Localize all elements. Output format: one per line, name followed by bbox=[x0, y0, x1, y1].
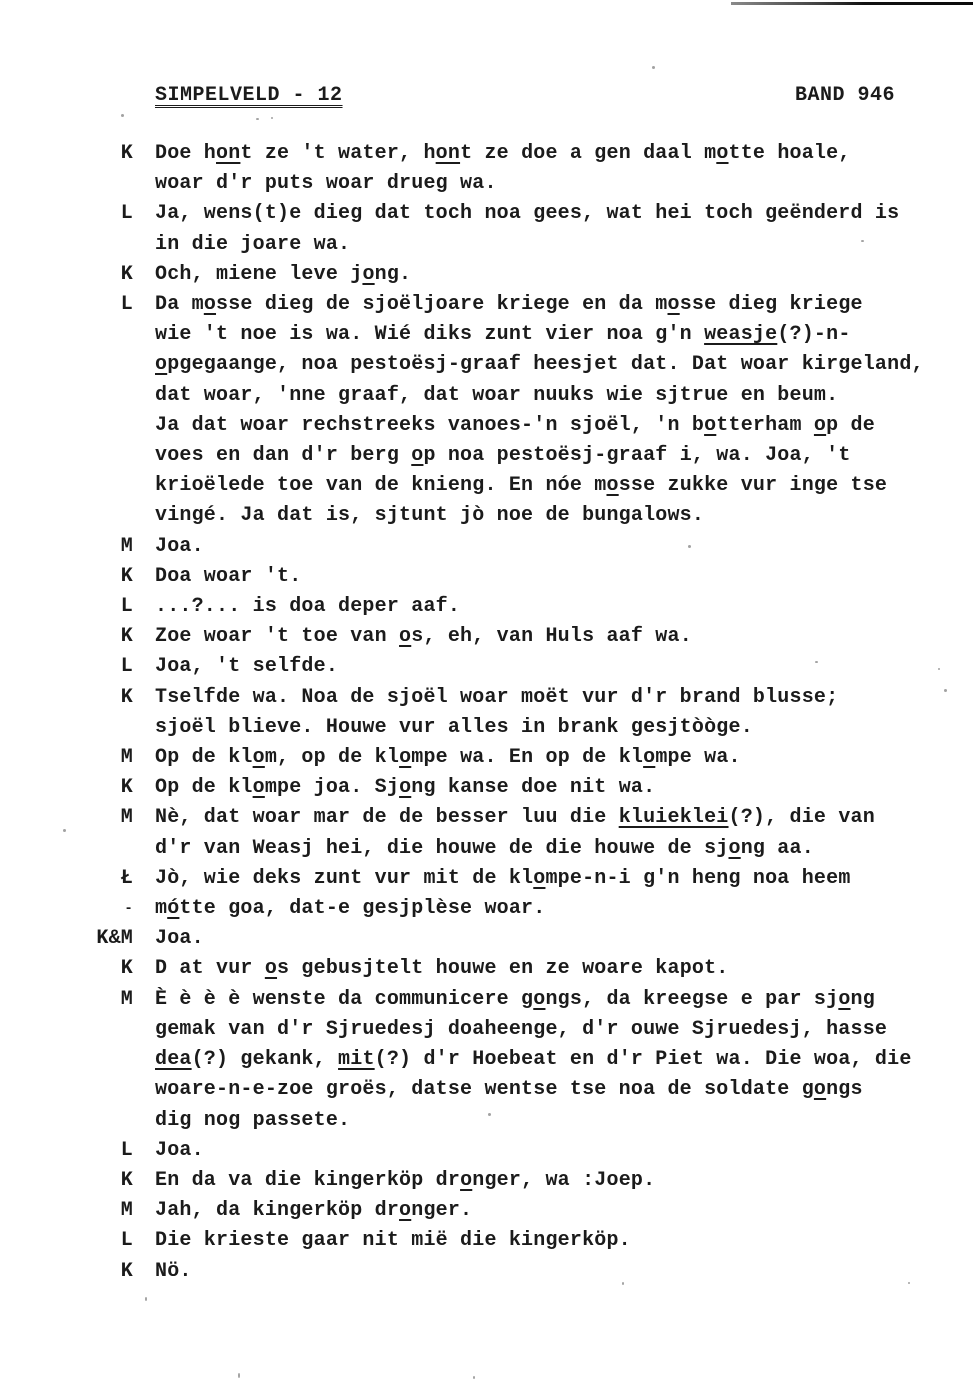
dialogue-entry bbox=[85, 1226, 945, 1256]
underlined-text: dea bbox=[155, 1048, 192, 1072]
speech-line: D at vur os gebusjtelt houwe en ze woare kapot. bbox=[155, 957, 729, 981]
underlined-text: o bbox=[264, 957, 278, 981]
speech-text bbox=[155, 683, 838, 743]
scan-artifact-line bbox=[731, 2, 973, 5]
speaker-label: K bbox=[120, 1168, 133, 1192]
underlined-text: on bbox=[435, 142, 461, 165]
underlined-text: o bbox=[399, 625, 412, 649]
speaker-label: K&M bbox=[96, 927, 133, 951]
dialogue-entry bbox=[85, 683, 945, 743]
underlined-text: o bbox=[813, 413, 827, 437]
underlined-text: o bbox=[252, 746, 265, 770]
speech-text bbox=[155, 1136, 204, 1166]
speech-line: Nè, dat woar mar de de besser luu die kluieklei(?), die van bbox=[155, 806, 875, 830]
speech-text bbox=[155, 1257, 192, 1287]
scan-speck bbox=[652, 66, 655, 69]
speech-text bbox=[155, 290, 924, 532]
speaker-label: K bbox=[120, 957, 133, 981]
underlined-text: o bbox=[362, 262, 375, 286]
speech-line: wie 't noe is wa. Wié diks zunt vier noa g'n weasje(?)-n- bbox=[155, 323, 851, 347]
speech-line: Joa, 't selfde. bbox=[155, 655, 339, 679]
speech-line: ...?... is doa deper aaf. bbox=[155, 595, 461, 619]
scan-speck bbox=[63, 829, 66, 832]
speech-text bbox=[155, 652, 338, 682]
speech-line: Jò, wie deks zunt vur mit de klompe-n-i g'n heng noa heem bbox=[155, 866, 851, 890]
speaker-label: L bbox=[120, 595, 133, 619]
speech-line: Op de klompe joa. Sjong kanse doe nit wa. bbox=[155, 776, 656, 800]
speech-line: En da va die kingerköp dronger, wa :Joep. bbox=[155, 1168, 656, 1192]
underlined-text: o bbox=[667, 293, 680, 317]
dialogue-entry bbox=[85, 954, 945, 984]
underlined-text: o bbox=[533, 987, 546, 1011]
speech-line: d'r van Weasj hei, die houwe de die houwe de sjong aa. bbox=[155, 836, 814, 860]
speaker-label: M bbox=[120, 806, 133, 830]
speech-text bbox=[155, 562, 301, 592]
dialogue-entry bbox=[85, 260, 945, 290]
dialogue-entry bbox=[85, 773, 945, 803]
scan-speck bbox=[815, 661, 818, 663]
scan-speck bbox=[271, 117, 273, 119]
dialogue-entry bbox=[85, 1166, 945, 1196]
speaker-label: M bbox=[120, 746, 133, 770]
speech-text bbox=[155, 985, 912, 1136]
scan-speck bbox=[145, 1297, 147, 1301]
speech-line: sjoël blieve. Houwe vur alles in brank gesjtòòge. bbox=[155, 715, 753, 739]
speech-line: Joa. bbox=[155, 1138, 204, 1162]
speech-text bbox=[155, 743, 741, 773]
dialogue-entry bbox=[85, 290, 945, 532]
dialogue-entry bbox=[85, 803, 945, 863]
speech-line: krioëlede toe van de knieng. En nóe mosse zukke vur inge tse bbox=[155, 474, 888, 498]
speaker-margin-mark: - bbox=[124, 901, 133, 918]
underlined-text: o bbox=[716, 142, 729, 165]
speech-line: Nö. bbox=[155, 1259, 192, 1283]
speech-text bbox=[155, 199, 899, 259]
speech-line: dea(?) gekank, mit(?) d'r Hoebeat en d'r Piet wa. Die woa, die bbox=[155, 1048, 912, 1072]
dialogue-entry bbox=[85, 864, 945, 924]
dialogue-entry bbox=[85, 1136, 945, 1166]
underlined-text: weasje bbox=[704, 323, 778, 347]
dialogue-entry bbox=[85, 622, 945, 652]
dialogue-entry bbox=[85, 562, 945, 592]
speech-text bbox=[155, 1196, 472, 1226]
page-header bbox=[155, 84, 895, 107]
speech-line: gemak van d'r Sjruedesj doaheenge, d'r ouwe Sjruedesj, hasse bbox=[155, 1017, 888, 1041]
speech-text bbox=[155, 954, 729, 984]
underlined-text: o bbox=[606, 474, 619, 498]
speaker-label: K bbox=[120, 262, 133, 286]
speech-line: Ja, wens(t)e dieg dat toch noa gees, wat hei toch geënderd is bbox=[155, 202, 900, 226]
dialogue-entry bbox=[85, 1196, 945, 1226]
speech-line: opgegaange, noa pestoësj-graaf heesjet dat. Dat woar kirgeland, bbox=[155, 353, 924, 377]
dialogue-entry bbox=[85, 924, 945, 954]
speech-line: in die joare wa. bbox=[155, 232, 351, 256]
scan-speck bbox=[938, 668, 940, 670]
speaker-label: K bbox=[120, 625, 133, 649]
speech-line: È è è è wenste da communicere gongs, da kreegse e par sjong bbox=[155, 987, 875, 1011]
speech-line: Doa woar 't. bbox=[155, 564, 302, 588]
page-title: SIMPELVELD - 12 bbox=[155, 84, 343, 107]
speech-text bbox=[155, 1226, 631, 1256]
scan-speck bbox=[688, 545, 691, 548]
underlined-text: o bbox=[643, 746, 656, 770]
scan-speck bbox=[622, 1282, 624, 1285]
dialogue-entry bbox=[85, 199, 945, 259]
underlined-text: o bbox=[411, 444, 424, 468]
underlined-text: kluieklei bbox=[618, 806, 729, 830]
speech-line: Die krieste gaar nit mië die kingerköp. bbox=[155, 1229, 631, 1253]
speaker-label: L bbox=[120, 655, 133, 679]
underlined-text: o bbox=[399, 776, 412, 800]
dialogue-entry bbox=[85, 1257, 945, 1287]
underlined-text: o bbox=[533, 866, 546, 890]
speech-text bbox=[155, 260, 411, 290]
speech-text bbox=[155, 864, 851, 924]
speech-text bbox=[155, 803, 875, 863]
speech-text bbox=[155, 592, 460, 622]
dialogue-transcript bbox=[85, 139, 945, 1287]
speech-line: woare-n-e-zoe groës, datse wentse tse noa de soldate gongs bbox=[155, 1078, 863, 1102]
underlined-text: o bbox=[704, 413, 717, 437]
speech-line: Ja dat woar rechstreeks vanoes-'n sjoël, 'n botterham op de bbox=[155, 413, 875, 437]
speech-line: Zoe woar 't toe van os, eh, van Huls aaf wa. bbox=[155, 625, 692, 649]
speaker-label: K bbox=[120, 776, 133, 800]
speaker-label: K bbox=[120, 1259, 133, 1283]
speaker-label: K bbox=[120, 142, 133, 165]
speaker-label: M bbox=[120, 1199, 133, 1223]
scan-speck bbox=[238, 1373, 240, 1378]
underlined-text: o bbox=[728, 836, 741, 860]
speech-line: Jah, da kingerköp dronger. bbox=[155, 1199, 473, 1223]
speaker-label: Ł - bbox=[85, 864, 133, 924]
speech-text bbox=[155, 532, 204, 562]
underlined-text: o bbox=[399, 1199, 412, 1223]
scan-speck bbox=[121, 114, 124, 117]
speech-line: Joa. bbox=[155, 534, 204, 558]
speaker-label: L bbox=[120, 1229, 133, 1253]
speech-line: vingé. Ja dat is, sjtunt jò noe de bungalows. bbox=[155, 504, 705, 528]
scan-speck bbox=[473, 1376, 475, 1379]
scan-speck bbox=[908, 1282, 910, 1284]
speech-line: Doe hont ze 't water, hont ze doe a gen daal motte hoale, bbox=[155, 142, 851, 165]
underlined-text: o bbox=[155, 353, 168, 377]
dialogue-entry bbox=[85, 985, 945, 1136]
speech-line: voes en dan d'r berg op noa pestoësj-graaf i, wa. Joa, 't bbox=[155, 444, 851, 468]
speech-line: mótte goa, dat-e gesjplèse woar. bbox=[155, 897, 546, 921]
underlined-text: o bbox=[813, 1078, 827, 1102]
dialogue-entry bbox=[85, 532, 945, 562]
speech-text bbox=[155, 622, 692, 652]
dialogue-entry bbox=[85, 743, 945, 773]
underlined-text: ó bbox=[167, 897, 180, 921]
underlined-text: o bbox=[252, 776, 265, 800]
scan-speck bbox=[256, 118, 259, 120]
scan-speck bbox=[944, 689, 947, 692]
underlined-text: o bbox=[203, 293, 217, 317]
band-number: BAND 946 bbox=[794, 84, 895, 107]
speech-text bbox=[155, 1166, 655, 1196]
speaker-label: L bbox=[120, 1138, 133, 1162]
speech-line: Tselfde wa. Noa de sjoël woar moët vur d'r brand blusse; bbox=[155, 685, 839, 709]
speech-line: Da mosse dieg de sjoëljoare kriege en da mosse dieg kriege bbox=[155, 293, 863, 317]
dialogue-entry bbox=[85, 592, 945, 622]
speech-line: Op de klom, op de klompe wa. En op de klompe wa. bbox=[155, 746, 741, 770]
underlined-text: o bbox=[399, 746, 412, 770]
scan-speck bbox=[488, 1113, 491, 1116]
speech-text bbox=[155, 139, 851, 199]
underlined-text: o bbox=[460, 1168, 473, 1192]
speech-line: Joa. bbox=[155, 927, 204, 951]
dialogue-entry bbox=[85, 139, 945, 199]
speech-text bbox=[155, 924, 204, 954]
speaker-label: M bbox=[120, 987, 133, 1011]
speech-text bbox=[155, 773, 655, 803]
dialogue-entry bbox=[85, 652, 945, 682]
underlined-text: on bbox=[216, 142, 241, 165]
underlined-text: o bbox=[838, 987, 851, 1011]
scan-speck bbox=[861, 240, 864, 242]
speaker-label: M bbox=[120, 534, 133, 558]
speaker-label: K bbox=[120, 564, 133, 588]
speaker-label: L bbox=[120, 293, 133, 317]
speech-line: dig nog passete. bbox=[155, 1108, 351, 1132]
speaker-label: L bbox=[120, 202, 133, 226]
speaker-label: K bbox=[120, 685, 133, 709]
speech-line: dat woar, 'nne graaf, dat woar nuuks wie sjtrue en beum. bbox=[155, 383, 839, 407]
speech-line: woar d'r puts woar drueg wa. bbox=[155, 172, 497, 196]
underlined-text: mit bbox=[338, 1048, 375, 1072]
speech-line: Och, miene leve jong. bbox=[155, 262, 412, 286]
